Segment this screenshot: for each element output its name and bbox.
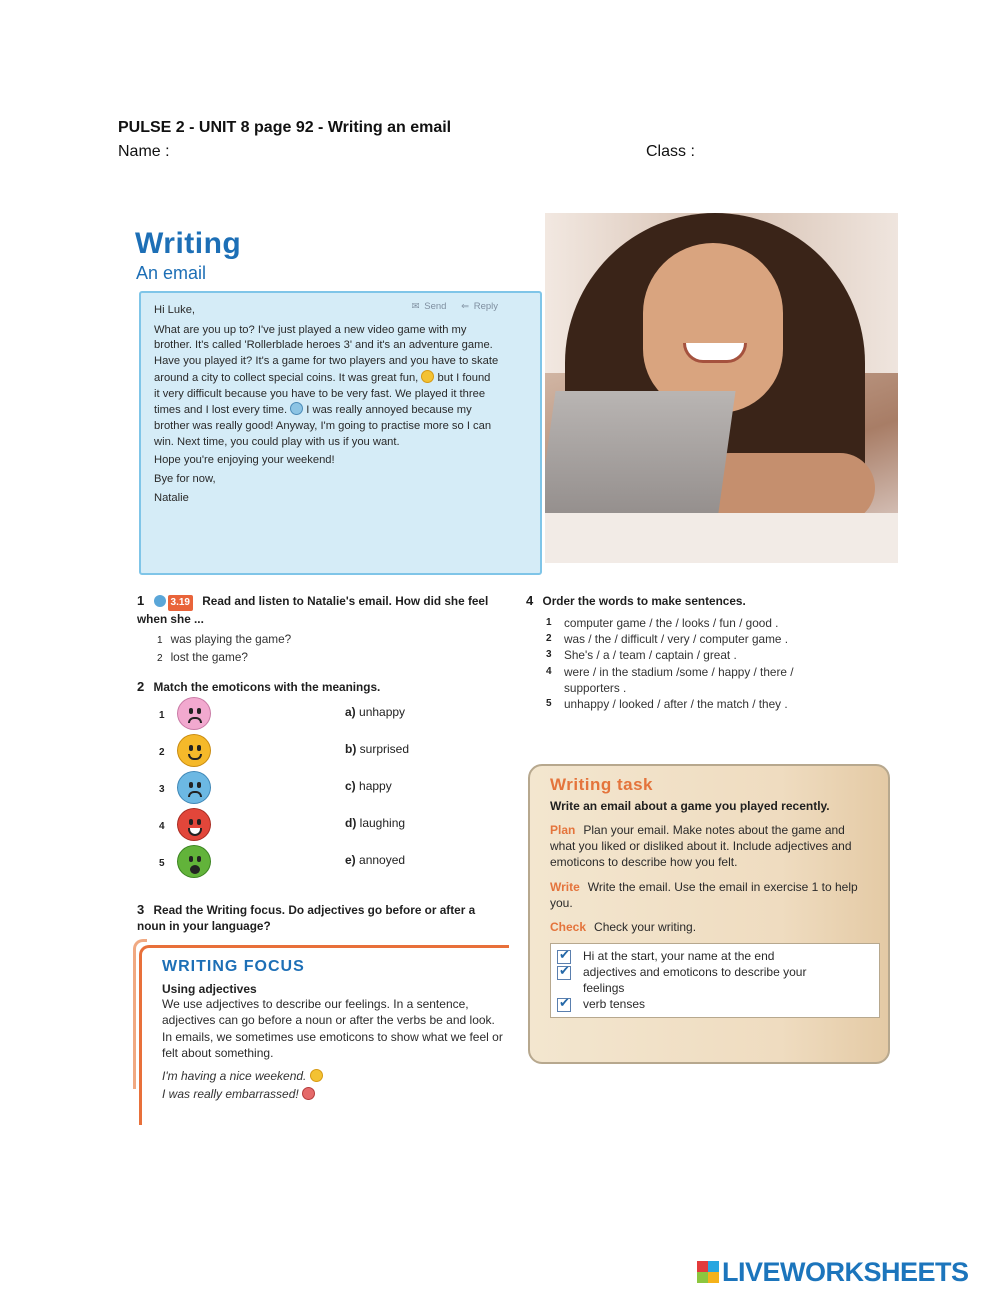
list-item: 3 She's / a / team / captain / great . [546,648,737,663]
exercise-3-number: 3 [137,902,145,917]
unhappy-pink-emoticon-icon [177,697,211,730]
exercise-1-instruction: Read and listen to Natalie's email. How did she feel when she ... [137,594,489,626]
writing-task-box [528,764,890,1064]
logo-text: LIVEWORKSHEETS [722,1256,969,1287]
happy-emoticon-icon [421,370,434,383]
list-item: 2 was / the / difficult / very / computer game . [546,632,789,647]
list-item: 1 computer game / the / looks / fun / good . [546,616,779,630]
sad-blue-emoticon-icon [177,771,211,804]
email-toolbar [400,299,498,315]
checklist-item: ✔ verb tenses [557,996,879,1012]
audio-icon[interactable] [154,595,166,607]
email-box [139,291,542,575]
reply-label: Reply [473,301,498,312]
exercise-1-items [157,631,291,667]
exercise-4 [526,593,886,712]
email-body-part-2: but I found it very difficult because you have to be very fast. We played it three times and I lost every time. [154,371,491,417]
page-title: Writing [135,227,242,260]
sad-emoticon-icon [290,402,303,415]
writing-task-write: Write Write the email. Use the email in exercise 1 to help you. [550,879,858,910]
exercise-1 [137,593,507,627]
worksheet-title: PULSE 2 - UNIT 8 page 92 - Writing an email [118,119,452,136]
happy-yellow-emoticon-icon [177,734,211,767]
example-2: I was really embarrassed! [162,1087,299,1102]
writing-task-title: Writing task [550,775,653,794]
exercise-4-number: 4 [526,593,534,608]
emoticon-meaning: b) surprised [345,742,410,756]
embarrassed-emoticon-icon [302,1087,315,1100]
liveworksheets-logo[interactable] [697,1258,969,1286]
girl-laptop-photo [545,213,898,563]
emoticon-meaning: e) annoyed [345,853,406,867]
exercise-2-instruction: Match the emoticons with the meanings. [153,680,381,694]
page-subtitle: An email [136,263,207,283]
emoticon-row: 3 c) happy [159,783,165,795]
textbook-page [119,213,898,1133]
checklist-item: ✔ adjectives and emoticons to describe your feelings [557,964,837,996]
example-1: I'm having a nice weekend. [162,1069,307,1084]
email-greeting: Hi Luke, [154,304,196,316]
emoticon-meaning: c) happy [345,779,392,793]
exercise-4-instruction: Order the words to make sentences. [542,594,746,608]
exercise-2-number: 2 [137,679,145,694]
send-label: Send [424,301,447,312]
emoticon-row: 2 b) surprised [159,746,165,758]
writing-task-check: Check Check your writing. [550,920,697,935]
email-body-part-3: I was really annoyed because my brother was really good! Anyway, I'm going to practise more so I can win. Next time, you could play with us if you want. [154,404,492,448]
list-item: 5 unhappy / looked / after / the match / they . [546,697,788,712]
surprised-green-emoticon-icon [177,845,211,878]
emoticon-row: 4 d) laughing [159,820,165,832]
checkmark-icon [557,998,571,1012]
writing-focus-text: We use adjectives to describe our feelings. In a sentence, adjectives can go before a noun or after the verbs be and look. In emails, we sometimes use emoticons to show what we feel or felt about something. [162,997,503,1060]
writing-task-intro: Write an email about a game you played recently. [550,799,830,813]
writing-focus-examples [162,1067,509,1103]
emoticon-meaning: a) unhappy [345,705,406,719]
exercise-3-instruction: Read the Writing focus. Do adjectives go before or after a noun in your language? [137,903,476,933]
send-icon: ✉ [411,301,420,312]
writing-focus-subtitle: Using adjectives [162,982,257,996]
checklist-box [550,943,880,1018]
name-label: Name : [118,143,170,160]
checkmark-icon [557,950,571,964]
exercise-3 [137,902,507,934]
writing-focus-title: WRITING FOCUS [162,958,305,975]
laughing-red-emoticon-icon [177,808,211,841]
logo-icon [697,1261,719,1283]
writing-task-plan: Plan Plan your email. Make notes about the game and what you liked or disliked about it. Include adjectives and emoticons to describe how you felt. [550,823,852,870]
list-item: 4 were / in the stadium /some / happy / there / supporters . [546,664,794,695]
email-closing-1: Hope you're enjoying your weekend! [154,454,335,467]
checkmark-icon [557,966,571,980]
emoticon-row: 1 a) unhappy [159,709,165,721]
emoticon-meaning: d) laughing [345,816,406,830]
email-body-part-1: What are you up to? I've just played a new video game with my brother. It's called 'Rollerblade heroes 3' and it's an adventure game. Have you played it? It's a game for two players and you have to skate around a city to collect special coins. It was great fun, [154,323,499,384]
happy-emoticon-icon [310,1069,323,1082]
exercise-4-list [546,615,886,712]
email-body [154,323,499,451]
reply-icon: ⇐ [461,301,470,312]
checklist-item: ✔ Hi at the start, your name at the end [557,948,879,964]
writing-focus-box [139,945,509,1125]
email-closing-2: Bye for now, [154,473,216,486]
emoticon-row: 5 e) annoyed [159,857,165,869]
list-item: 2 lost the game? [157,650,248,664]
audio-track[interactable]: 3.19 [168,595,193,611]
list-item: 1 was playing the game? [157,632,292,646]
class-label: Class : [646,143,695,160]
exercise-2 [137,679,380,695]
exercise-1-number: 1 [137,593,145,608]
email-signature: Natalie [154,491,189,504]
